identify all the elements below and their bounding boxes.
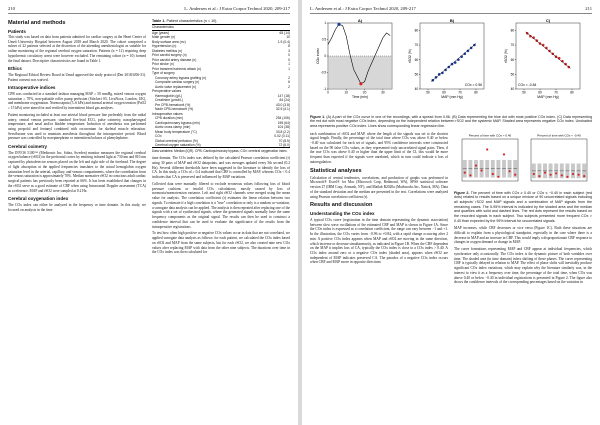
y-tick-label: -1: [323, 86, 327, 91]
patient-characteristics-table: [152, 24, 290, 149]
table-cell-label: Body surface area (m²): [152, 39, 186, 44]
subject-dot: [492, 172, 494, 174]
y-tick-label: -0.5: [320, 70, 327, 75]
table-cell-label: Age (years): [152, 30, 170, 35]
table-cell-label: Hypertension (n): [152, 44, 177, 49]
paragraph: To test how often high positive or negative COx values occur in data that are not correlated, we applied surrogate data analysis as follows: for each patient, we calculated the COx index based on rSO2 and MAP from the same subjects, but for each rSO2, we also created nine new COx values after replacing MAP with data from the other nine subjects. The durations over time in the COx index was then calculated for: [152, 231, 290, 255]
table-cell-value: 147 (18): [277, 93, 290, 98]
cox-marker-red: [359, 82, 362, 85]
x-tick-label: 50: [426, 89, 430, 94]
right-column-1: [310, 132, 448, 288]
subheading: Patients: [8, 28, 26, 34]
figure-2-panel-negative: [523, 132, 590, 190]
subheading: Statistical analyses: [310, 167, 362, 174]
x-tick-label: 70: [554, 89, 558, 94]
table-cell-label: Prior carotid artery disease (n): [152, 57, 197, 62]
subheading: Cerebral oxygenation index: [8, 196, 69, 202]
right-col2-content: [454, 226, 592, 285]
x-tick-label: 70: [458, 89, 462, 94]
y-tick-label: 0.5: [321, 37, 327, 42]
table-cell-value: 43.0 (3.8): [275, 102, 290, 107]
cox-annotation: COx = -0.84: [518, 82, 537, 87]
subject-dot: [538, 175, 540, 177]
table-cell-label: Haemoglobin (g/L): [155, 93, 183, 98]
cox-annotation: COx = 0.96: [464, 82, 482, 87]
left-column-1: [8, 17, 146, 257]
x-tick-label: 60: [538, 89, 542, 94]
regression-line: [526, 31, 571, 68]
paragraph: Calculation of central tendencies, correlations, and production of graphs was performed in Microsoft® Excel® for Mac (Microsoft Corp, Redmond, WA), SPSS statistical software version 27 (IBM Corp, Armonk, NY), and Matlab R2020a (Mathworks Inc, Natick, MA). Data of the standard deviation and the median are presented in the text. Correlations were analyzed using Pearson correlation coefficient (r).: [310, 175, 448, 199]
figure-2-caption-text: The percent of time with COx ≥ 0.40 or COx ≤ −0.40 in each subject (red dots) related to results based on a unique mixture of 90 uncorrelated signals including all subjects' rSO2 and MAP signals and a combination of MAP signals from the remaining cases. The 5-95% interval is indicated by the shaded area and the median and quartiles with solid and dashed lines. The red dots represent the results based on the recorded signals in each subject. Two subjects presented more frequent COx > 0.40 than expected by the 95% interval for uncorrelated signals.: [454, 190, 592, 223]
table-cell-value: 2: [288, 84, 290, 89]
table-cell-value: 0: [288, 57, 290, 62]
x-tick-label: 20: [362, 89, 367, 94]
y-tick-label: 70: [510, 42, 515, 47]
x-tick-label: 80: [570, 89, 574, 94]
y-tick-label: 70: [414, 42, 419, 47]
x-axis-label: MAP (mm Hg): [441, 94, 463, 99]
paragraph: This study was based on data from patients admitted for cardiac surgery at the Heart Center of Umeå University Hospital between August 2018 and March 2020. The cohort comprised a subset of 22 patients selected at the discretion of the attending anesthesiologist as suitable for online monitoring of the regional cerebral oxygen saturation. Patients (n = 12) requiring deep hypothermic circulatory arrest were however excluded. The remaining cohort (n = 10) formed the final dataset. Descriptive characteristics are found in Table 1.: [8, 35, 146, 63]
subject-dot: [509, 170, 511, 172]
panel-label: A): [357, 17, 363, 23]
right-column-2: [454, 132, 592, 288]
subheading: Understanding the COx index: [310, 211, 375, 217]
table-caption: [152, 19, 290, 23]
figure-1: [310, 17, 592, 109]
table-cell-value: 1.9 (0.4): [277, 39, 290, 44]
panel-label: B): [449, 17, 455, 23]
table-cell-value: 0: [288, 53, 290, 58]
paragraph: MAP increases, while CBF decreases or vice versa (Figure 1C). Both these situations are difficult to explain from a physiological standpoint, especially in the case where there is a decrease in MAP and an increase in CBF. This would imply a disproportionate CBF response to changes in oxygen demand or change in MAP.: [454, 226, 592, 245]
table-cell-value: 254 (106): [275, 116, 290, 121]
paragraph: A typical COx curve (registration in the time domain representing the dynamic association) between slow wave oscillations of the estimated CBF and MAP is shown in Figure 1A. Since the COx index is expressed as a correlation coefficient, the range can vary between −1 and +1. In the illustration, the COx varies from −0.96 to +0.84, with a rapid change occurring after 2 min. A positive COx index appears when MAP and rSO2 are moving in the same direction, which increase or decrease simultaneously, as indicated in Figure 1B. When the CBF dependent on the MAP it implies loss of CA, typically the COx index is close to a COx index > 0.40. A COx index around zero or a negative COx index (shaded area), appears when rSO2 are independent of MAP indicates preserved CA. The paradox of a negative COx index occurs when CBF and MAP move in opposite directions: [310, 217, 448, 265]
table-caption-text: Patient characteristics (n = 10).: [166, 18, 218, 23]
table-cell-label: CPB duration (min): [155, 116, 184, 121]
subject-dot: [497, 175, 499, 177]
left-page: [0, 0, 298, 425]
subject-dot: [464, 171, 466, 173]
table-cell-value: 33.8 (2.2): [275, 129, 290, 134]
regression-line: [431, 43, 476, 81]
subheading: Cerebral oximetry: [8, 144, 48, 150]
left-running-header: [8, 6, 290, 14]
subject-dot: [486, 148, 488, 150]
y-tick-label: 60: [510, 57, 515, 62]
section-heading: Material and methods: [8, 19, 66, 26]
x-axis-label: Time (min): [351, 94, 369, 99]
table-cell-value: 10: [286, 35, 290, 40]
figure-2: [454, 132, 592, 190]
table-cell-label: Nadir CPB-hematocrit (%): [155, 107, 194, 112]
paragraph: Collected data were manually filtered to exclude erroneous values following loss of blood pressure cushions or invalid COx calculations, mostly caused by loss of normoxia/normotension variance. Left and right rSO2 channels were merged using the mean value for analysis. The correlation coefficient (r) estimates the linear relation between two signals. To estimate if a high correlation is a "true" correlation or only is a random co-variation, a surrogate data analysis can be applied. The analysis is then repeated after replacing one of the signals with a set of synthesized signals, where the generated signals normally have the same frequency components as the original signal. The results can then be used to construct a confidence interval that can be used to evaluate the significance of the results from the intraoperative registrations.: [152, 181, 290, 229]
table-cell-label: Male gender (n): [152, 35, 176, 40]
subheading: Results and discussion: [310, 202, 373, 209]
table-cell-label: Cardiopulmonary bypass (min): [155, 120, 200, 125]
right-col1-content: [310, 132, 448, 266]
left-page-number: 210: [8, 6, 15, 11]
table-cell-value: 8: [288, 44, 290, 49]
y-tick-label: 80: [510, 27, 515, 32]
figure-1-caption-label: Figure 1.: [310, 114, 326, 119]
table-cell-value: 84 (24): [279, 98, 290, 103]
subject-dot: [533, 172, 535, 174]
table-cell-value: 70 (8.5): [278, 138, 290, 143]
table-cell-label: Aortic cross clamp (min): [155, 125, 191, 130]
x-axis-label: MAP (mm Hg): [537, 94, 559, 99]
x-tick-label: 50: [522, 89, 526, 94]
x-tick-label: 30: [381, 89, 385, 94]
table-cell-value: 2: [288, 75, 290, 80]
figure-1-caption-text: (A) A part of the COx curve in one of the recordings, with a spread from 0.96. (B) Data representing the blue dot with most positive COx index. (C) Data representing the red dot with most negative COx index, depending on the independent relation between rSO2 and the systemic MAP. Shaded area represents negative COx index. Unshaded area represents positive COx index. Lines show corresponding linear regression line.: [310, 114, 593, 128]
y-tick-label: 60: [414, 57, 419, 62]
paragraph: The curve formations representing MAP and CBF appear at individual frequencies, which synchronize only occasionally. The COx index is the dynamic picture of both variables over time. The shaded area (in time domain) infers shifting of these phases. The curve representing CBF is typically delayed in relation to MAP. The effect of phase shifts will inevitably produce significant COx index variations, which may explain why the literature similarly was, in the interest to view it as a frequency over time, the percentage of the total time, when COx was above 0.40 or below −0.40 in individual registrations is presented in Figure 2. The figure also shows the confidence intervals of the corresponding percentages based on the variation in: [454, 247, 592, 285]
x-tick-label: 10: [344, 89, 349, 94]
right-page-number: 211: [585, 6, 592, 11]
y-tick-label: 1: [324, 20, 327, 25]
right-running-title: L. Andersen et al.: J Extra Corpor Technol 2020, 209-217: [310, 6, 416, 11]
table-cell-label: Aortic valve replacement (n): [155, 84, 197, 89]
figure-1-caption: [310, 115, 592, 129]
y-axis-label: COx index: [316, 47, 320, 64]
left-col2-content: [152, 156, 290, 255]
table-cell-label: Pre CPB-hematocrit (%): [155, 102, 191, 107]
table-cell-value: 0.02 (0.11): [274, 134, 290, 139]
x-tick-label: 60: [442, 89, 446, 94]
subject-dot: [514, 173, 516, 175]
figure-2-caption: [454, 191, 592, 224]
table-cell-label: Prior transient ischemic attack (n): [152, 66, 201, 71]
paragraph: time domain. The COx index was defined by the calculated Pearson correlation coefficient (r) using 30 pairs of MAP and rSO2 datapoints, and was averages updated every 5th second (0.2 Hz). Several different thresholds have been suggested in the literature to identify the loss of CA. In this study, a COx of ≥ 0.4 indicated that CBF is controlled by MAP, whereas COx < 0.4 indicates that CA is preserved and influenced by MAP variations.: [152, 156, 290, 180]
subject-dot: [566, 175, 568, 177]
y-tick-label: 40: [414, 86, 419, 91]
plot-frame: [420, 23, 484, 89]
left-col1-content: [8, 29, 146, 213]
subject-dot: [481, 169, 483, 171]
subject-dot: [550, 173, 552, 175]
y-axis-label: rSO2 (%): [504, 48, 508, 63]
y-tick-label: 40: [510, 86, 515, 91]
table-cell-label: Cerebral oxygen saturation (%): [152, 143, 259, 148]
table-cell-value: 3: [288, 48, 290, 53]
paragraph: CPB was conducted in a standard fashion managing MAP ≥ 50 mmHg, mixed venous oxygen saturation ≥ 70%, non-pulsatile roller pump perfusion (Stöckert S5, LivaNova, London, UK), and membrane oxygenation. Normocapnia (5–6 kPa) and normal arterial oxygen tension (PaO2 ≥ 15 kPa) were aimed for and verified by intermittent blood gas analyses.: [8, 91, 146, 111]
left-running-title: L. Andersen et al.: J Extra Corpor Technol 2020, 209-217: [184, 6, 290, 11]
subject-dot: [503, 153, 505, 155]
table-cell-label: Creatinine (µmol/L): [155, 98, 184, 103]
table-header-characteristics: Characteristics: [152, 24, 259, 30]
subject-dot: [572, 172, 574, 174]
table-cell-label: Preoperative values: [152, 89, 182, 94]
paragraph: each combination of rSO2 and MAP, where the length of the signals was set to the shortest signal length. Finally, the percentage of the total time where COx was above 0.40 or below −0.40 was calculated for each set of signals, and 95% confidence intervals were constructed based on the 90 false COx values, as they represented truly uncorrelated signal pairs. Then, if the true COx was above 0.40 or higher than the upper limit of the CI, this would be more frequent than expected if the signals were unrelated, which in turn could indicate a loss of autoregulation.: [310, 131, 448, 164]
paragraph: The INVOS 5100™ (Medtronic Inc, Solna, Sweden) monitor measures the regional cerebral oxygen balance (rSO2) in the prefrontal cortex by emitting infrared light at 730 nm and 810 nm captured by photodetector sensors placed on the left and right side of the forehead. The degree of light absorption at the applied frequencies translates to the actual hemoglobin oxygen saturation level in the arterial, capillary, and venous compartments, where the contribution from the venous saturation is approximately 70%. Median normative rSO2 in conscious adult cardiac surgical patients has previously been reported at 66%. It has been established that changes in the rSO2 serve as a good estimate of CBF when using Intracranial Doppler assessment (TCA) as a reference. MAP and rSO2 were sampled at 0.2 Hz.: [8, 150, 146, 193]
right-page: [302, 0, 600, 425]
subheading: Ethics: [8, 66, 22, 72]
subheading: Intraoperative indices: [8, 85, 56, 91]
y-tick-label: 50: [510, 71, 515, 76]
y-axis-label: rSO2 (%): [408, 48, 412, 63]
table-cell-label: Type of surgery: [152, 71, 175, 76]
table-note: Data variables: Median (IQR). CPB: Cardiopulmonary bypass; COx: cerebral oxygenation index.: [152, 149, 288, 154]
paragraph: The Regional Ethical Review Board in Umeå approved the study protocol (Dnr 2018/4/06-31). Patient consent was waived.: [8, 72, 146, 82]
table-cell-label: Prior carotid surgery (n): [152, 53, 187, 58]
table-cell-label: Diabetes mellitus (n): [152, 48, 183, 53]
table-cell-value: 32.5 (4.1): [275, 107, 290, 112]
table-cell-value: 6: [288, 80, 290, 85]
subject-dot: [544, 171, 546, 173]
table-cell-label: Intraoperative values: [152, 111, 183, 116]
table-cell-label: Coronary artery bypass grafting (n): [155, 75, 207, 80]
table-cell-label: COx: [155, 134, 162, 139]
table-cell-value: 65 (14): [279, 30, 290, 35]
table-cell-label: Prior stroke (n): [152, 62, 174, 67]
table-cell-label: Composite cardiac surgery (n): [155, 80, 200, 85]
y-tick-label: 0: [324, 53, 327, 58]
subject-dot: [578, 173, 580, 175]
table-cell-label: Mean body temperature (°C): [155, 129, 197, 134]
paragraph: The COx index can either be analyzed in the frequency or time domain. In this study, we focused on analysis in the time: [8, 202, 146, 212]
left-column-2: [152, 17, 290, 257]
x-tick-label: 0: [327, 89, 329, 94]
subject-dot: [583, 175, 585, 177]
table-row: [152, 143, 290, 148]
table-cell-value: 72 (6.0): [259, 143, 290, 148]
right-running-header: [310, 6, 592, 14]
x-tick-label: 80: [474, 89, 478, 94]
table-cell-value: 1: [288, 66, 290, 71]
panel-label: C): [545, 17, 551, 23]
table-caption-label: Table 1.: [152, 18, 166, 23]
subject-dot: [555, 172, 557, 174]
table-cell-value: 1: [288, 62, 290, 67]
figure-2-panel-positive: [454, 132, 521, 190]
figure-2-caption-label: Figure 2.: [454, 190, 470, 195]
figure-2-panel-title: Percent of time with COx > 0.40: [468, 133, 512, 138]
paragraph: Patient monitoring included at least one arterial blood pressure line preferably from the radial artery, central venous pressure, standard five-lead ECG, pulse oximetry, nasopharyngeal temperature, and nasal and/or bladder temperature. Induction of anesthesia was performed using propofol and fentanyl combined with rocuronium for skeletal muscle relaxation. Sevoflurane was used to maintain anesthesia throughout the intraoperative period. Blood pressure was controlled by norepinephrine or intermittent boluses of phenylephrine.: [8, 112, 146, 141]
y-tick-label: 50: [414, 71, 419, 76]
subject-dot: [469, 174, 471, 176]
plot-frame: [516, 23, 580, 89]
table-cell-label: Global cerebral perfusion (%): [155, 138, 198, 143]
table-cell-value: 155 (64): [277, 120, 290, 125]
cox-marker-blue: [337, 22, 340, 25]
table-cell-value: 104 (38): [277, 125, 290, 130]
y-tick-label: 80: [414, 27, 419, 32]
subject-dot: [561, 174, 563, 176]
subject-dot: [475, 164, 477, 166]
figure-2-panel-title: Percent of time with COx < -0.40: [537, 133, 581, 138]
